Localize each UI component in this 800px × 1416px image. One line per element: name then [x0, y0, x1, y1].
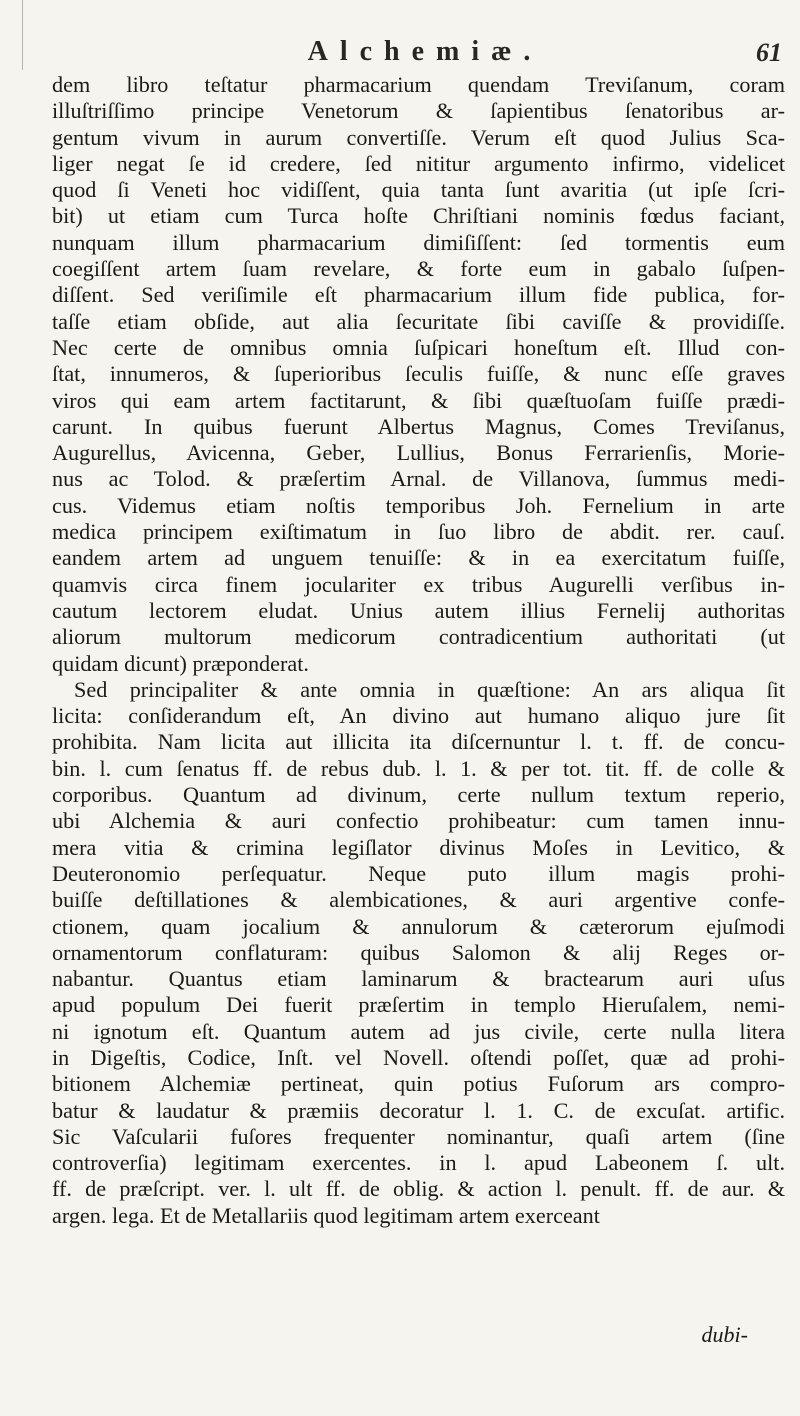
text-line: liger negat ſe id credere, ſed nititur argumento infirmo, videlicet [52, 150, 785, 176]
text-line: ubi Alchemia & auri confectio prohibeatur: cum tamen innu- [52, 808, 785, 834]
text-line: taſſe etiam obſide, aut alia ſecuritate ſibi caviſſe & providiſſe. [52, 308, 785, 334]
text-line: diſſent. Sed veriſimile eſt pharmacarium illum fide publica, for- [52, 282, 785, 308]
text-line: ni ignotum eſt. Quantum autem ad jus civile, certe nulla litera [52, 1018, 785, 1044]
text-line: illuſtriſſimo principe Venetorum & ſapientibus ſenatoribus ar- [52, 98, 785, 124]
text-line: nabantur. Quantus etiam laminarum & bractearum auri uſus [52, 966, 785, 992]
text-line: ff. de præſcript. ver. l. ult ff. de oblig. & action l. penult. ff. de aur. & [52, 1176, 785, 1202]
page-number: 61 [756, 38, 782, 67]
text-line: bitionem Alchemiæ pertineat, quin potius Fuſorum ars compro- [52, 1071, 785, 1097]
text-line: licita: conſiderandum eſt, An divino aut humano aliquo jure ſit [52, 703, 785, 729]
text-line: medica principem exiſtimatum in ſuo libro de abdit. rer. cauſ. [52, 519, 785, 545]
text-line: ctionem, quam jocalium & annulorum & cæterorum ejuſmodi [52, 913, 785, 939]
text-line: ſtat, innumeros, & ſuperioribus ſeculis fuiſſe, & nunc eſſe graves [52, 361, 785, 387]
catchword: dubi- [701, 1322, 748, 1347]
text-line: eandem artem ad unguem tenuiſſe: & in ea exercitatum fuiſſe, [52, 545, 785, 571]
running-head: Alchemiæ. [307, 36, 543, 67]
text-line: corporibus. Quantum ad divinum, certe nullum textum reperio, [52, 782, 785, 808]
text-line: Nec certe de omnibus omnia ſuſpicari honeſtum eſt. Illud con- [52, 334, 785, 360]
text-line: mera vitia & crimina legiſlator divinus Moſes in Levitico, & [52, 834, 785, 860]
text-line: in Digeſtis, Codice, Inſt. vel Novell. oſtendi poſſet, quæ ad prohi- [52, 1044, 785, 1070]
text-line: gentum vivum in aurum convertiſſe. Verum eſt quod Julius Sca- [52, 124, 785, 150]
text-line: aliorum multorum medicorum contradicentium authoritati (ut [52, 624, 785, 650]
text-line: Sic Vaſcularii fuſores frequenter nominantur, quaſi artem (ſine [52, 1123, 785, 1149]
margin-rule [22, 0, 23, 70]
text-line: apud populum Dei fuerit præſertim in templo Hieruſalem, nemi- [52, 992, 785, 1018]
text-line: Augurellus, Avicenna, Geber, Lullius, Bonus Ferrarienſis, Morie- [52, 440, 785, 466]
text-line: bit) ut etiam cum Turca hoſte Chriſtiani nominis fœdus faciant, [52, 203, 785, 229]
body-text [52, 72, 785, 1229]
text-line: quod ſi Veneti hoc vidiſſent, quia tanta ſunt avaritia (ut ipſe ſcri- [52, 177, 785, 203]
text-line: Deuteronomio perſequatur. Neque puto illum magis prohi- [52, 860, 785, 886]
text-line: quidam dicunt) præponderat. [52, 650, 309, 676]
text-line: argen. lega. Et de Metallariis quod legitimam artem exerceant [52, 1202, 600, 1228]
text-line: Sed principaliter & ante omnia in quæſtione: An ars aliqua ſit [74, 676, 785, 702]
text-line: buiſſe deſtillationes & alembicationes, & auri argentive confe- [52, 887, 785, 913]
text-line: coegiſſent artem ſuam revelare, & forte eum in gabalo ſuſpen- [52, 256, 785, 282]
text-line: quamvis circa finem joculariter ex tribus Augurelli verſibus in- [52, 571, 785, 597]
text-line: cus. Videmus etiam noſtis temporibus Joh. Fernelium in arte [52, 492, 785, 518]
text-line: bin. l. cum ſenatus ff. de rebus dub. l. 1. & per tot. tit. ff. de colle & [52, 755, 785, 781]
page-header [60, 36, 790, 76]
text-line: cautum lectorem eludat. Unius autem illius Fernelij authoritas [52, 597, 785, 623]
text-line: controverſia) legitimam exercentes. in l. apud Labeonem ſ. ult. [52, 1150, 785, 1176]
text-line: carunt. In quibus fuerunt Albertus Magnus, Comes Treviſanus, [52, 413, 785, 439]
text-line: ornamentorum conflaturam: quibus Salomon & alij Reges or- [52, 939, 785, 965]
text-line: nus ac Tolod. & præſertim Arnal. de Villanova, ſummus medi- [52, 466, 785, 492]
text-line: viros qui eam artem factitarunt, & ſibi quæſtuoſam fuiſſe prædi- [52, 387, 785, 413]
text-line: prohibita. Nam licita aut illicita ita diſcernuntur l. t. ff. de concu- [52, 729, 785, 755]
text-line: batur & laudatur & præmiis decoratur l. 1. C. de excuſat. artific. [52, 1097, 785, 1123]
text-line: dem libro teſtatur pharmacarium quendam Treviſanum, coram [52, 72, 785, 97]
text-line: nunquam illum pharmacarium dimiſiſſent: ſed tormentis eum [52, 229, 785, 255]
